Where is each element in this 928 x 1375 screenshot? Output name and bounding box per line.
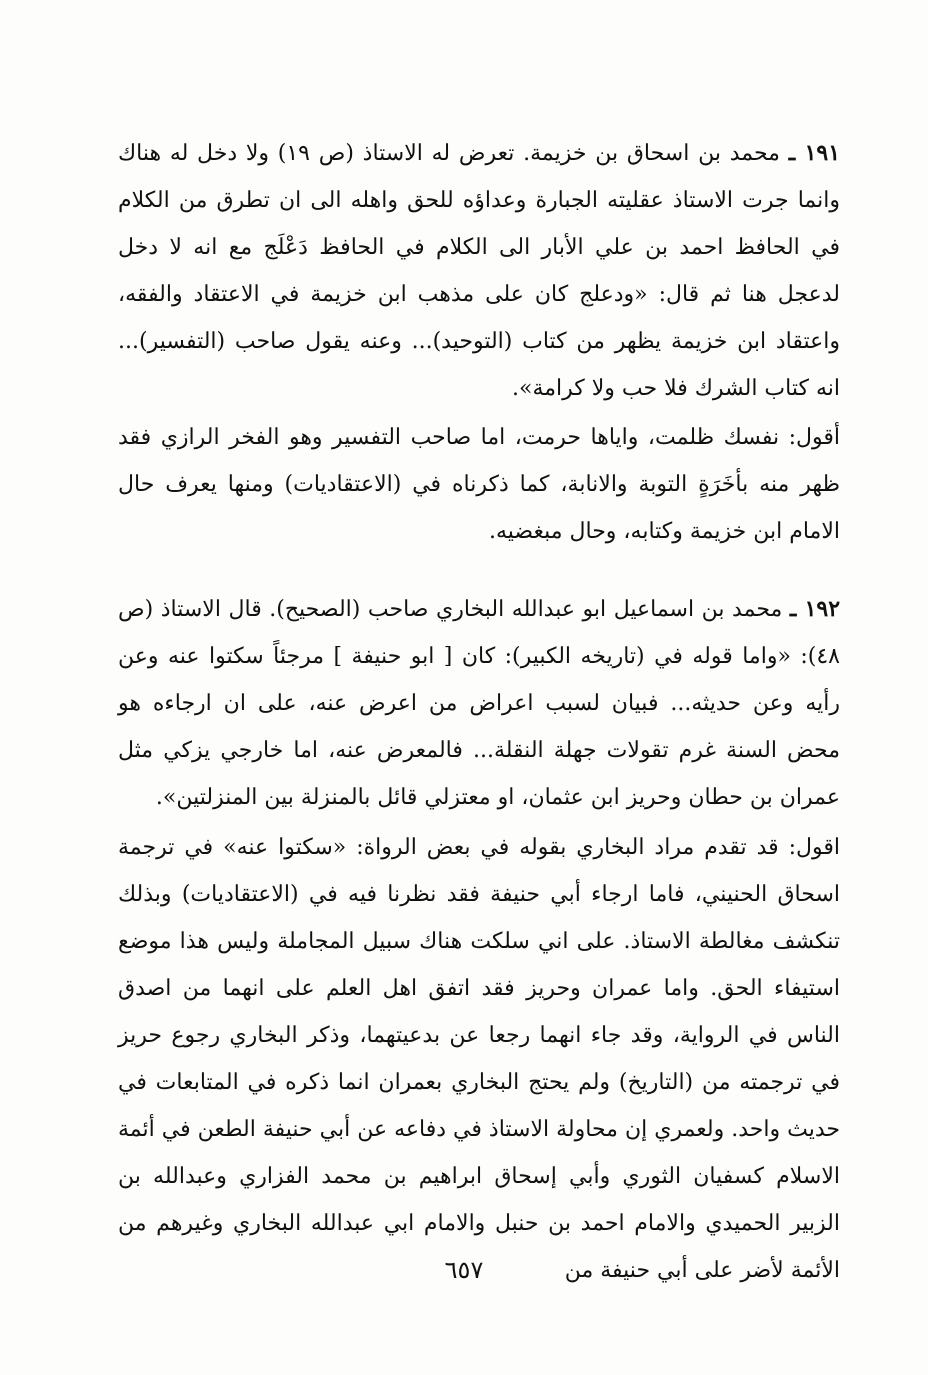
entry-text: محمد بن اسماعيل ابو عبدالله البخاري صاحب (الصحيح). قال الاستاذ (ص ٤٨): «واما قوله في (تاريخه الكبير): كان [ ابو حنيفة ] مرجئاً سكتوا عنه وعن رأيه وعن حديثه... فبيان لسبب اعراض من اعرض عنه، على ان ارجاءه هو محض السنة غرم تقولات جهلة النقلة... فالمعرض عنه، اما خارجي يزكي مثل عمران بن حطان وحريز ابن عثمان، او معتزلي قائل بالمنزلة بين المنزلتين». bbox=[118, 597, 840, 810]
entry-text: محمد بن اسحاق بن خزيمة. تعرض له الاستاذ (ص ١٩) ولا دخل له هناك وانما جرت الاستاذ عقليته الجبارة وعداؤه للحق واهله الى ان تطرق من الكلام في الحافظ احمد بن علي الأبار الى الكلام في الحافظ دَعْلَج مع انه لا دخل لدعجل هنا ثم قال: «ودعلج كان على مذهب ابن خزيمة في الاعتقاد والفقه، واعتقاد ابن خزيمة يظهر من كتاب (التوحيد)... وعنه يقول صاحب (التفسير)... انه كتاب الشرك فلا حب ولا كرامة». bbox=[118, 141, 840, 401]
entry-191 bbox=[118, 130, 840, 412]
page-number: ٦٥٧ bbox=[444, 1256, 484, 1284]
reply-192: اقول: قد تقدم مراد البخاري بقوله في بعض الرواة: «سكتوا عنه» في ترجمة اسحاق الحنيني، فاما ارجاء أبي حنيفة فقد نظرنا فيه في (الاعتقاديات) وبذلك تنكشف مغالطة الاستاذ. على اني سلكت هناك سبيل المجاملة وليس هذا موضع استيفاء الحق. واما عمران وحريز فقد اتفق اهل العلم على انهما من اصدق الناس في الرواية، وقد جاء انهما رجعا عن بدعيتهما، وذكر البخاري رجوع حريز في ترجمته من (التاريخ) ولم يحتج البخاري بعمران انما ذكره في المتابعات في حديث واحد. ولعمري إن محاولة الاستاذ في دفاعه عن أبي حنيفة الطعن في أئمة الاسلام كسفيان الثوري وأبي إسحاق ابراهيم بن محمد الفزاري وعبدالله بن الزبير الحميدي والامام احمد بن حنبل والامام ابي عبدالله البخاري وغيرهم من الأئمة لأضر على أبي حنيفة من bbox=[118, 835, 840, 1283]
entry-number: ١٩١ ـ bbox=[788, 140, 841, 166]
entry-192 bbox=[118, 586, 840, 821]
reply-191: أقول: نفسك ظلمت، واياها حرمت، اما صاحب التفسير وهو الفخر الرازي فقد ظهر منه بأخَرَةٍ التوبة والانابة، كما ذكرناه في (الاعتقاديات) ومنها يعرف حال الامام ابن خزيمة وكتابه، وحال مبغضيه. bbox=[118, 425, 840, 544]
entry-number: ١٩٢ ـ bbox=[789, 596, 841, 622]
